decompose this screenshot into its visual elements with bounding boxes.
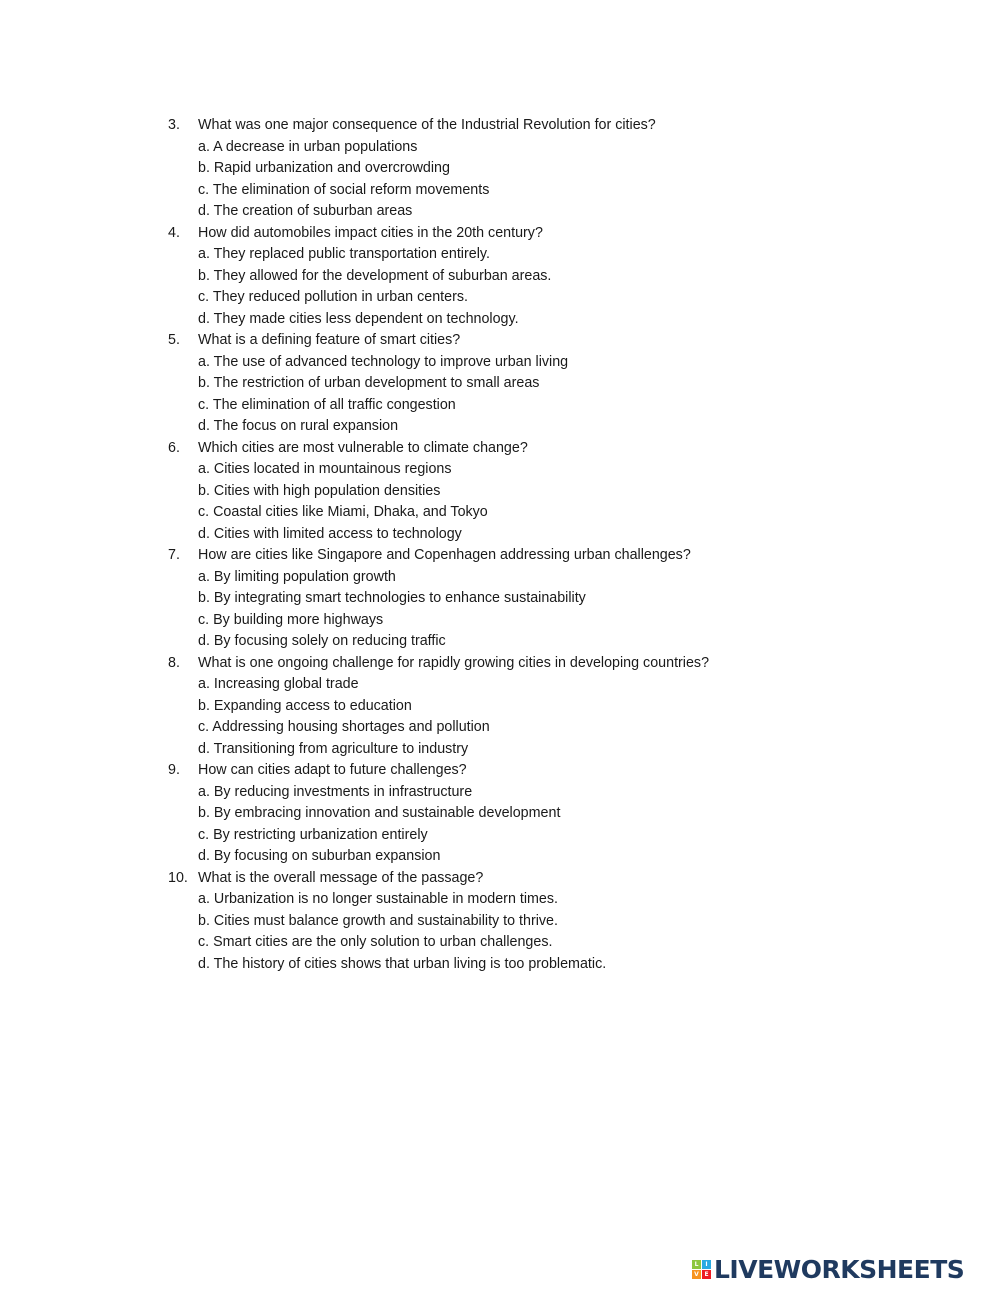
answer-option: c. They reduced pollution in urban centers. [198,289,468,305]
answer-option: d. The creation of suburban areas [198,203,413,219]
answer-option: b. Cities with high population densities [198,482,441,499]
answer-option: a. Urbanization is no longer sustainable in modern times. [198,891,558,907]
question-line [168,330,948,352]
answer-option: d. They made cities less dependent on technology. [198,310,519,327]
answer-option: c. By building more highways [198,611,384,628]
logo-cell: I [702,1260,711,1269]
question-number: 6. [168,439,180,456]
answer-option: c. Coastal cities like Miami, Dhaka, and Tokyo [198,504,488,520]
answer-option: a. The use of advanced technology to improve urban living [198,353,569,370]
answer-options [168,889,948,975]
question-text: What is the overall message of the passage? [198,869,484,886]
answer-option: d. The focus on rural expansion [198,418,399,434]
answer-option: a. A decrease in urban populations [198,138,418,155]
question-item [168,115,948,223]
question-text: How are cities like Singapore and Copenhagen addressing urban challenges? [198,547,691,563]
answer-options [168,459,948,545]
question-text: How did automobiles impact cities in the 20th century? [198,224,543,241]
answer-option: a. Increasing global trade [198,676,359,692]
question-item [168,760,948,868]
question-number: 8. [168,654,180,671]
question-number: 10. [168,869,188,886]
logo-cell: L [692,1260,701,1269]
question-text: What is one ongoing challenge for rapidly growing cities in developing countries? [198,654,710,671]
answer-option: a. By limiting population growth [198,568,396,585]
liveworksheets-logo [692,1254,964,1284]
question-line [168,868,948,890]
question-line [168,438,948,460]
question-item [168,223,948,331]
question-text: What is a defining feature of smart cities? [198,332,461,348]
question-number: 7. [168,547,180,563]
question-item [168,545,948,653]
answer-option: b. Rapid urbanization and overcrowding [198,160,450,176]
question-line [168,545,948,567]
question-number: 3. [168,117,180,133]
answer-option: c. The elimination of all traffic congestion [198,396,456,413]
question-item [168,438,948,546]
question-item [168,330,948,438]
answer-option: b. Cities must balance growth and sustainability to thrive. [198,912,558,929]
question-list [168,115,948,975]
answer-option: b. Expanding access to education [198,697,412,714]
question-text: How can cities adapt to future challenges? [198,762,467,778]
answer-options [168,137,948,223]
logo-cell: V [692,1270,701,1279]
answer-option: a. By reducing investments in infrastructure [198,783,473,800]
question-item [168,868,948,976]
question-text: Which cities are most vulnerable to climate change? [198,439,528,456]
answer-option: c. By restricting urbanization entirely [198,826,428,843]
question-number: 4. [168,224,180,241]
liveworksheets-logo-icon [692,1260,711,1279]
question-text: What was one major consequence of the Industrial Revolution for cities? [198,117,656,133]
answer-option: c. Addressing housing shortages and pollution [198,719,490,735]
answer-option: d. By focusing solely on reducing traffic [198,633,446,649]
answer-options [168,352,948,438]
answer-option: b. By integrating smart technologies to enhance sustainability [198,590,586,606]
question-line [168,653,948,675]
liveworksheets-wordmark: LIVEWORKSHEETS [714,1254,965,1284]
question-line [168,115,948,137]
question-line [168,760,948,782]
logo-cell: E [702,1270,711,1279]
answer-options [168,567,948,653]
answer-option: d. By focusing on suburban expansion [198,848,441,864]
answer-option: c. The elimination of social reform movements [198,181,490,198]
question-item [168,653,948,761]
question-number: 5. [168,332,180,348]
answer-option: d. Transitioning from agriculture to industry [198,740,469,757]
answer-option: d. The history of cities shows that urban living is too problematic. [198,955,607,972]
answer-options [168,674,948,760]
answer-option: b. By embracing innovation and sustainable development [198,805,561,821]
question-line [168,223,948,245]
answer-option: c. Smart cities are the only solution to urban challenges. [198,934,553,950]
answer-option: a. They replaced public transportation entirely. [198,246,490,262]
answer-option: b. They allowed for the development of suburban areas. [198,267,552,284]
answer-option: b. The restriction of urban development to small areas [198,375,540,391]
question-number: 9. [168,762,180,778]
answer-options [168,244,948,330]
answer-options [168,782,948,868]
answer-option: a. Cities located in mountainous regions [198,461,452,477]
answer-option: d. Cities with limited access to technology [198,525,462,542]
